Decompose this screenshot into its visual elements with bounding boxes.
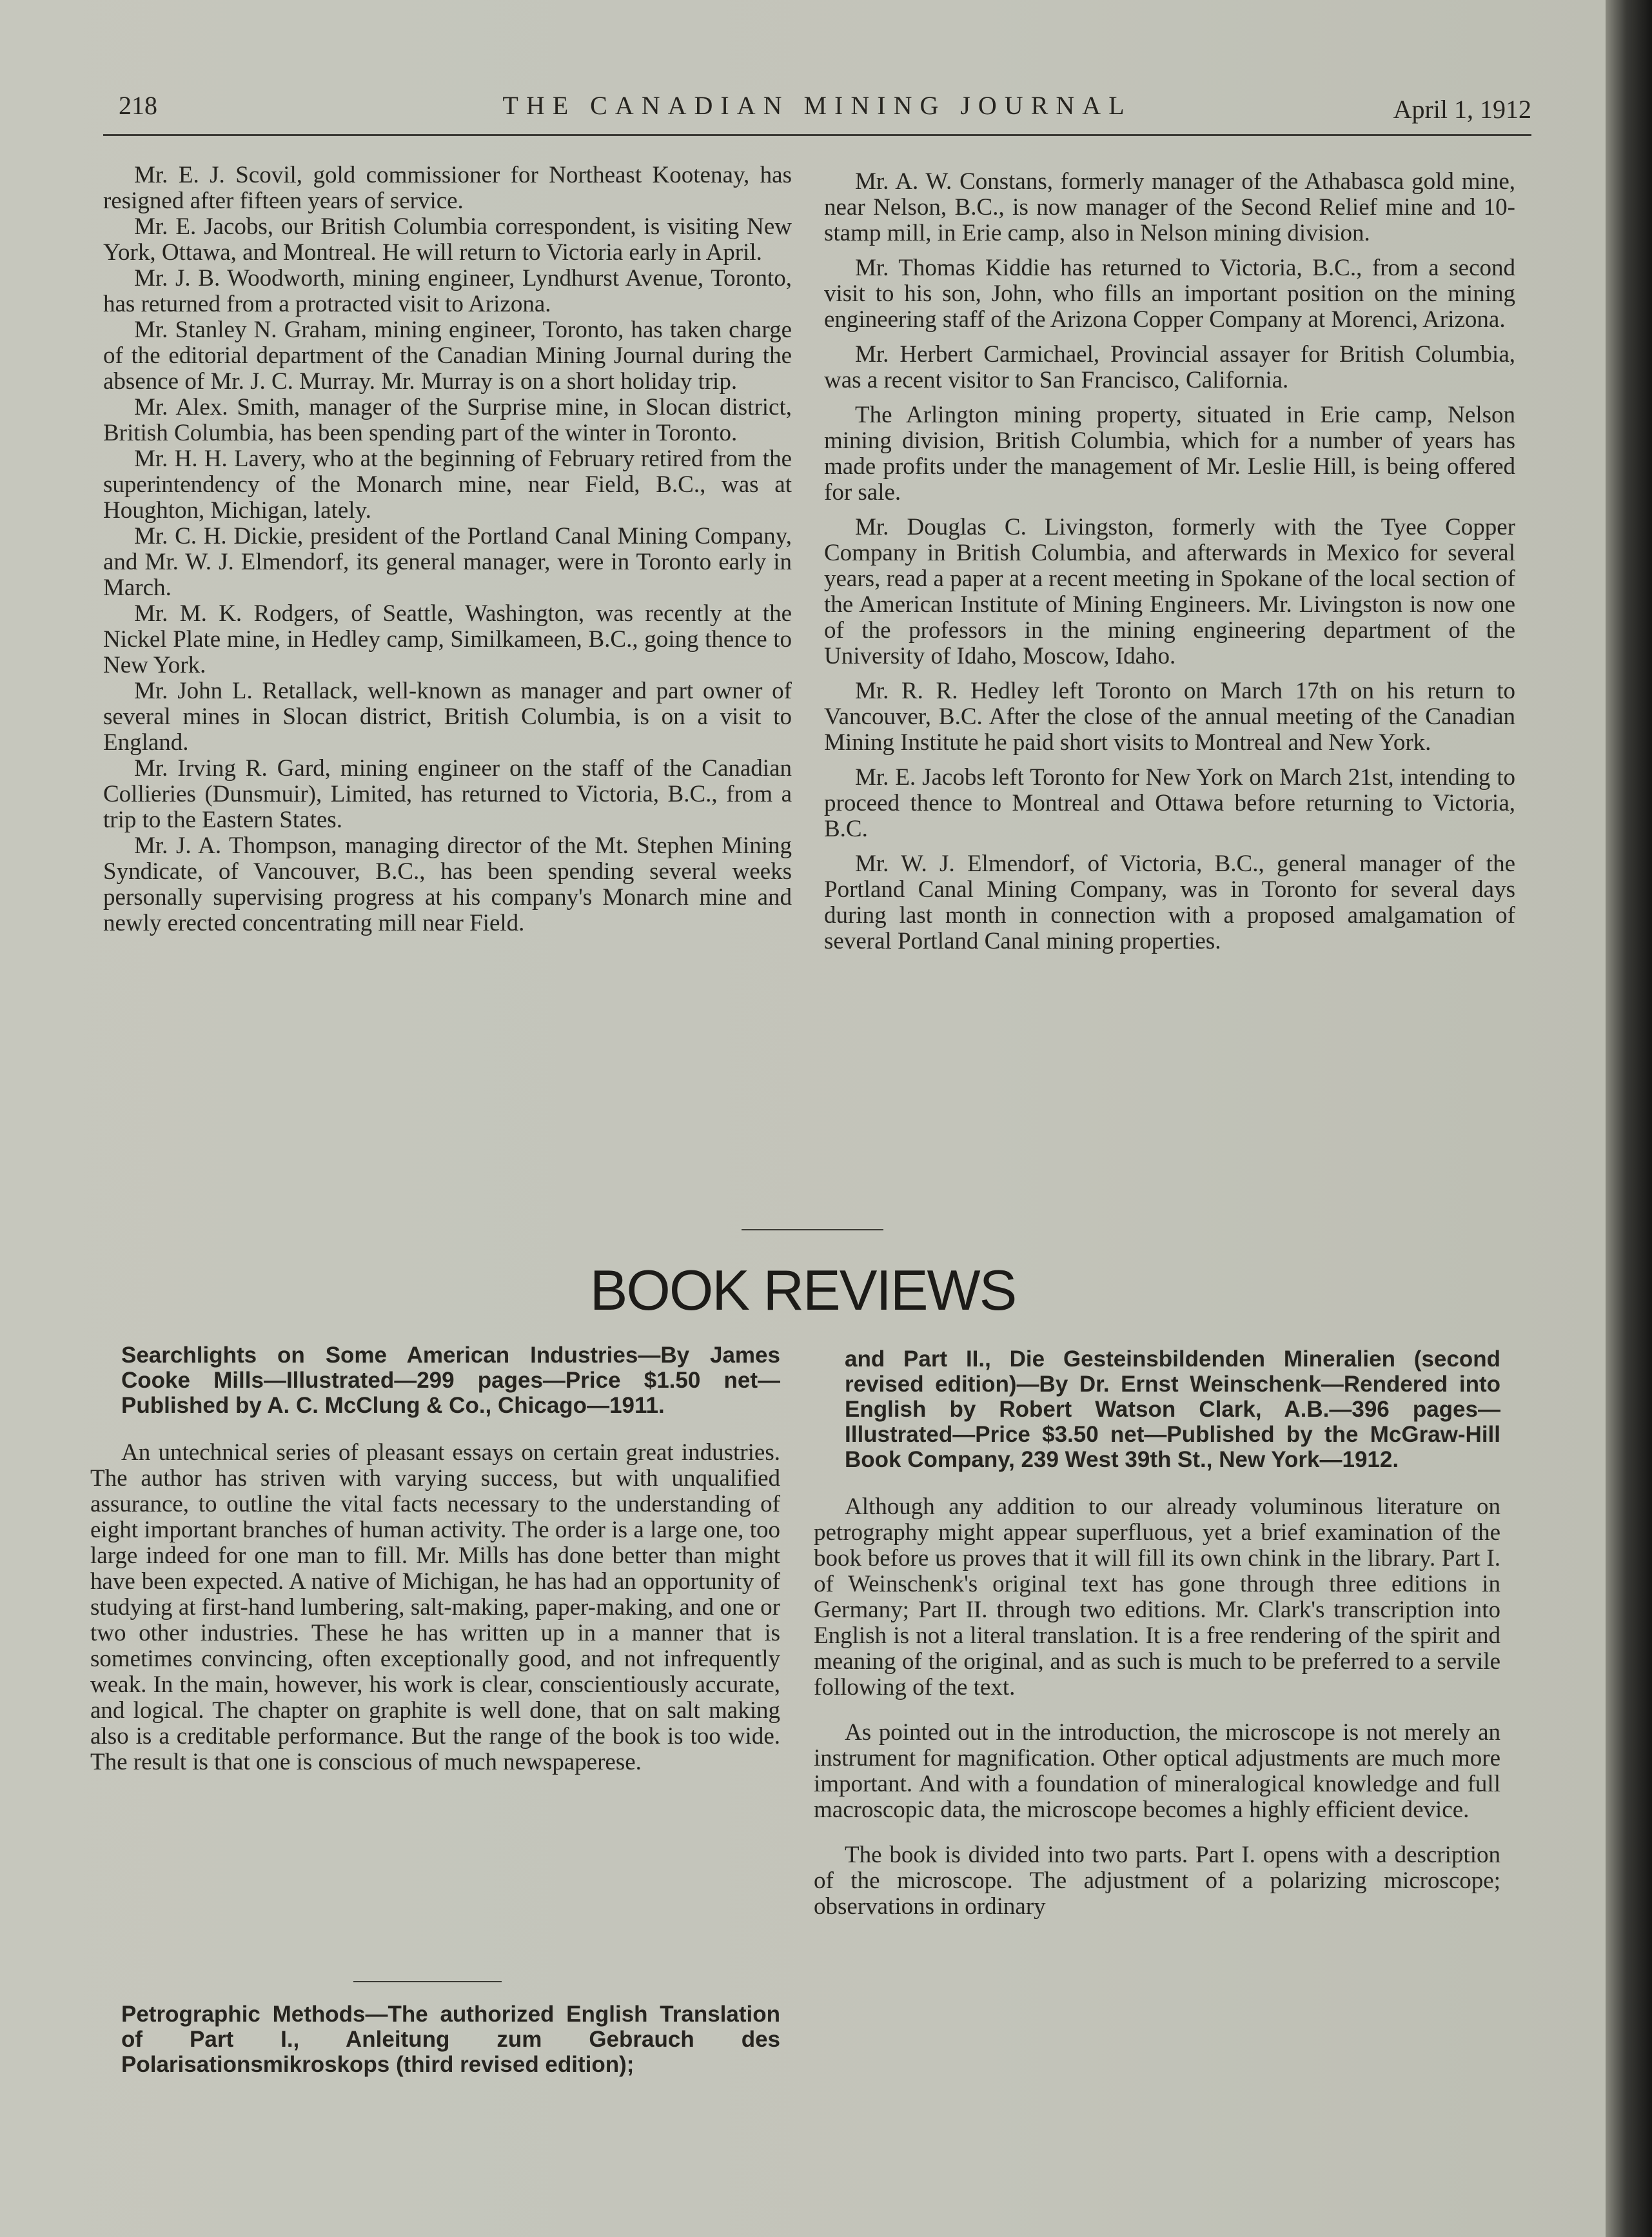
review-paragraph: Although any addition to our already voluminous literature on petrography might appear superfluous, yet a brief examination of the book before us proves that it will fill its own chink in the library. Part I. of Weinschenk's original text has gone through three editions in Germany; Part II. through two editions. Mr. Clark's transcription into English is not a literal translation. It is a free rendering of the spirit and meaning of the original, and as such is much to be preferred to a servile following of the text. xyxy=(814,1493,1500,1700)
personal-item: Mr. C. H. Dickie, president of the Portland Canal Mining Company, and Mr. W. J. Elmendorf, its general manager, were in Toronto early in March. xyxy=(103,523,792,601)
personal-item: Mr. J. B. Woodworth, mining engineer, Lyndhurst Avenue, Toronto, has returned from a protracted visit to Arizona. xyxy=(103,265,792,317)
personals-left-column xyxy=(103,163,792,936)
personal-item: Mr. Thomas Kiddie has returned to Victoria, B.C., from a second visit to his son, John, who fills an important position on the mining engineering staff of the Arizona Copper Company at Morenci, Arizona. xyxy=(824,255,1515,333)
review-searchlights xyxy=(90,1343,780,1775)
review-body: An untechnical series of pleasant essays on certain great industries. The author has striven with varying success, but with unqualified assurance, to outline the vital facts necessary to the understanding of eight important branches of human activity. The order is a large one, too large indeed for one man to fill. Mr. Mills has done better than might have been expected. A native of Michigan, he has had an opportunity of studying at first-hand lumbering, salt-making, paper-making, and one or two other industries. These he has written up in a manner that is sometimes convincing, often exceptionally good, and not infrequently weak. In the main, however, his work is clear, conscientiously accurate, and logical. The chapter on graphite is well done, that on salt making also is a creditable performance. But the range of the book is too wide. The result is that one is conscious of much newspaperese. xyxy=(90,1439,780,1775)
page-number: 218 xyxy=(119,91,157,120)
section-divider xyxy=(742,1229,883,1230)
review-paragraph: The book is divided into two parts. Part I. opens with a description of the microscope. The adjustment of a polarizing microscope; observations in ordinary xyxy=(814,1842,1500,1920)
personal-item: Mr. Stanley N. Graham, mining engineer, Toronto, has taken charge of the editorial department of the Canadian Mining Journal during the absence of Mr. J. C. Murray. Mr. Murray is on a short holiday trip. xyxy=(103,317,792,395)
review-petrographic-title-start xyxy=(90,2002,780,2099)
personal-item: Mr. M. K. Rodgers, of Seattle, Washington, was recently at the Nickel Plate mine, in Hedley camp, Similkameen, B.C., going thence to New York. xyxy=(103,600,792,678)
personal-item: Mr. Alex. Smith, manager of the Surprise mine, in Slocan district, British Columbia, has been spending part of the winter in Toronto. xyxy=(103,394,792,446)
review-petrographic xyxy=(814,1346,1500,1920)
personal-item: Mr. H. H. Lavery, who at the beginning of February retired from the superintendency of the Monarch mine, near Field, B.C., was at Houghton, Michigan, lately. xyxy=(103,446,792,524)
book-reviews-heading: BOOK REVIEWS xyxy=(589,1258,1016,1322)
review-divider xyxy=(353,1981,502,1982)
personal-item: Mr. Herbert Carmichael, Provincial assayer for British Columbia, was a recent visitor to San Francisco, California. xyxy=(824,341,1515,393)
running-header xyxy=(103,90,1531,135)
personal-item: Mr. J. A. Thompson, managing director of the Mt. Stephen Mining Syndicate, of Vancouver, B.C., has been spending several weeks personally supervising progress at his company's Monarch mine and newly erected concentrating mill near Field. xyxy=(103,833,792,936)
header-rule xyxy=(103,134,1531,136)
review-title-continued: and Part II., Die Gesteinsbildenden Mineralien (second revised edition)—By Dr. Ernst Weinschenk—Rendered into English by Robert Watson Clark, A.B.—396 pages—Illustrated—Price $3.50 net—Published by the McGraw-Hill Book Company, 239 West 39th St., New York—1912. xyxy=(845,1346,1500,1472)
journal-title: THE CANADIAN MINING JOURNAL xyxy=(502,91,1132,120)
issue-date: April 1, 1912 xyxy=(1393,95,1531,124)
review-paragraph: As pointed out in the introduction, the microscope is not merely an instrument for magnification. Other optical adjustments are much more important. And with a foundation of mineralogical knowledge and full macroscopic data, the microscope becomes a highly efficient device. xyxy=(814,1719,1500,1823)
personals-right-column xyxy=(824,169,1515,954)
personal-item: Mr. Irving R. Gard, mining engineer on the staff of the Canadian Collieries (Dunsmuir), Limited, has returned to Victoria, B.C., from a trip to the Eastern States. xyxy=(103,755,792,833)
personal-item: Mr. R. R. Hedley left Toronto on March 17th on his return to Vancouver, B.C. After the close of the annual meeting of the Canadian Mining Institute he paid short visits to Montreal and New York. xyxy=(824,678,1515,756)
personal-item: Mr. John L. Retallack, well-known as manager and part owner of several mines in Slocan district, British Columbia, is on a visit to England. xyxy=(103,678,792,756)
personal-item: Mr. E. Jacobs left Toronto for New York on March 21st, intending to proceed thence to Montreal and Ottawa before returning to Victoria, B.C. xyxy=(824,764,1515,842)
personal-item: The Arlington mining property, situated in Erie camp, Nelson mining division, British Columbia, which for a number of years has made profits under the management of Mr. Leslie Hill, is being offered for sale. xyxy=(824,402,1515,506)
personal-item: Mr. Douglas C. Livingston, formerly with the Tyee Copper Company in British Columbia, and afterwards in Mexico for several years, read a paper at a recent meeting in Spokane of the local section of the American Institute of Mining Engineers. Mr. Livingston is now one of the professors in the mining engineering department of the University of Idaho, Moscow, Idaho. xyxy=(824,514,1515,669)
review-title: Petrographic Methods—The authorized English Translation of Part I., Anleitung zum Gebrauch des Polarisationsmikroskops (third revised edition); xyxy=(121,2002,780,2077)
personal-item: Mr. E. Jacobs, our British Columbia correspondent, is visiting New York, Ottawa, and Montreal. He will return to Victoria early in April. xyxy=(103,213,792,266)
book-spine-shadow xyxy=(1606,0,1652,2237)
personal-item: Mr. A. W. Constans, formerly manager of the Athabasca gold mine, near Nelson, B.C., is now manager of the Second Relief mine and 10-stamp mill, in Erie camp, also in Nelson mining division. xyxy=(824,168,1515,246)
review-title: Searchlights on Some American Industries—By James Cooke Mills—Illustrated—299 pages—Price $1.50 net—Published by A. C. McClung & Co., Chicago—1911. xyxy=(121,1343,780,1418)
personal-item: Mr. W. J. Elmendorf, of Victoria, B.C., general manager of the Portland Canal Mining Company, was in Toronto for several days during last month in connection with a proposed amalgamation of several Portland Canal mining properties. xyxy=(824,851,1515,954)
personal-item: Mr. E. J. Scovil, gold commissioner for Northeast Kootenay, has resigned after fifteen years of service. xyxy=(103,162,792,214)
